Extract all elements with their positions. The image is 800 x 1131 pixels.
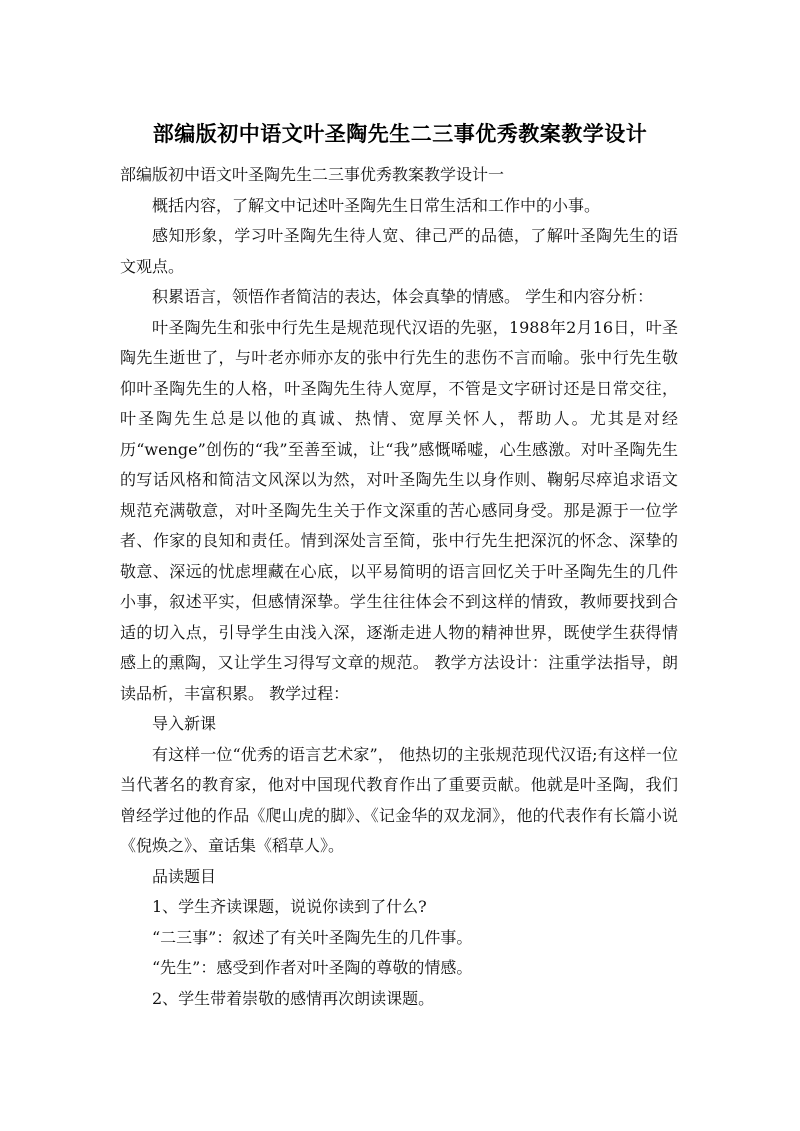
list-item-xiansheng: “先生”：感受到作者对叶圣陶的尊敬的情感。 <box>152 958 473 977</box>
heading-title-reading: 品读题目 <box>152 866 217 886</box>
list-item-step-2: 2、学生带着崇敬的感情再次朗读课题。 <box>152 988 435 1008</box>
document-title: 部编版初中语文叶圣陶先生二三事优秀教案教学设计 <box>152 122 648 146</box>
document-body <box>120 160 678 1014</box>
list-item-ersanshi: “二三事”：叙述了有关叶圣陶先生的几件事。 <box>152 927 473 947</box>
paragraph-objective-3: 积累语言，领悟作者简洁的表达，体会真挚的情感。 学生和内容分析： <box>152 287 654 306</box>
list-item-step-1: 1、学生齐读课题，说说你读到了什么? <box>152 897 427 916</box>
heading-introduction: 导入新课 <box>152 714 217 733</box>
paragraph-objective-2: 感知形象，学习叶圣陶先生待人宽、律己严的品德，了解叶圣陶先生的语文观点。 <box>120 226 678 276</box>
paragraph-objective-1: 概括内容，了解文中记述叶圣陶先生日常生活和工作中的小事。 <box>152 195 601 215</box>
paragraph-introduction: 有这样一位“优秀的语言艺术家”， 他热切的主张规范现代汉语;有这样一位当代著名的教育家，他对中国现代教育作出了重要贡献。他就是叶圣陶，我们曾经学过他的作品《爬山虎的脚》、《记金华的双龙洞》，他的代表作有长篇小说《倪焕之》、童话集《稻草人》。 <box>120 744 678 855</box>
document-subtitle: 部编版初中语文叶圣陶先生二三事优秀教案教学设计一 <box>120 165 505 184</box>
paragraph-analysis: 叶圣陶先生和张中行先生是规范现代汉语的先驱，1988年2月16日，叶圣陶先生逝世了，与叶老亦师亦友的张中行先生的悲伤不言而喻。张中行先生敬仰叶圣陶先生的人格，叶圣陶先生待人宽厚，不管是文字研讨还是日常交往，叶圣陶先生总是以他的真诚、热情、宽厚关怀人，帮助人。尤其是对经历“wenge”创伤的“我”至善至诚，让“我”感慨唏嘘，心生感激。对叶圣陶先生的写话风格和简洁文风深以为然，对叶圣陶先生以身作则、鞠躬尽瘁追求语文规范充满敬意，对叶圣陶先生关于作文深重的苦心感同身受。那是源于一位学者、作家的良知和责任。情到深处言至简，张中行先生把深沉的怀念、深挚的敬意、深远的忧虑埋藏在心底，以平易简明的语言回忆关于叶圣陶先生的几件小事，叙述平实，但感情深挚。学生往往体会不到这样的情致，教师要找到合适的切入点，引导学生由浅入深，逐渐走进人物的精神世界，既使学生获得情感上的熏陶，又让学生习得写文章的规范。 教学方法设计：注重学法指导，朗读品析，丰富积累。 教学过程： <box>120 317 678 703</box>
